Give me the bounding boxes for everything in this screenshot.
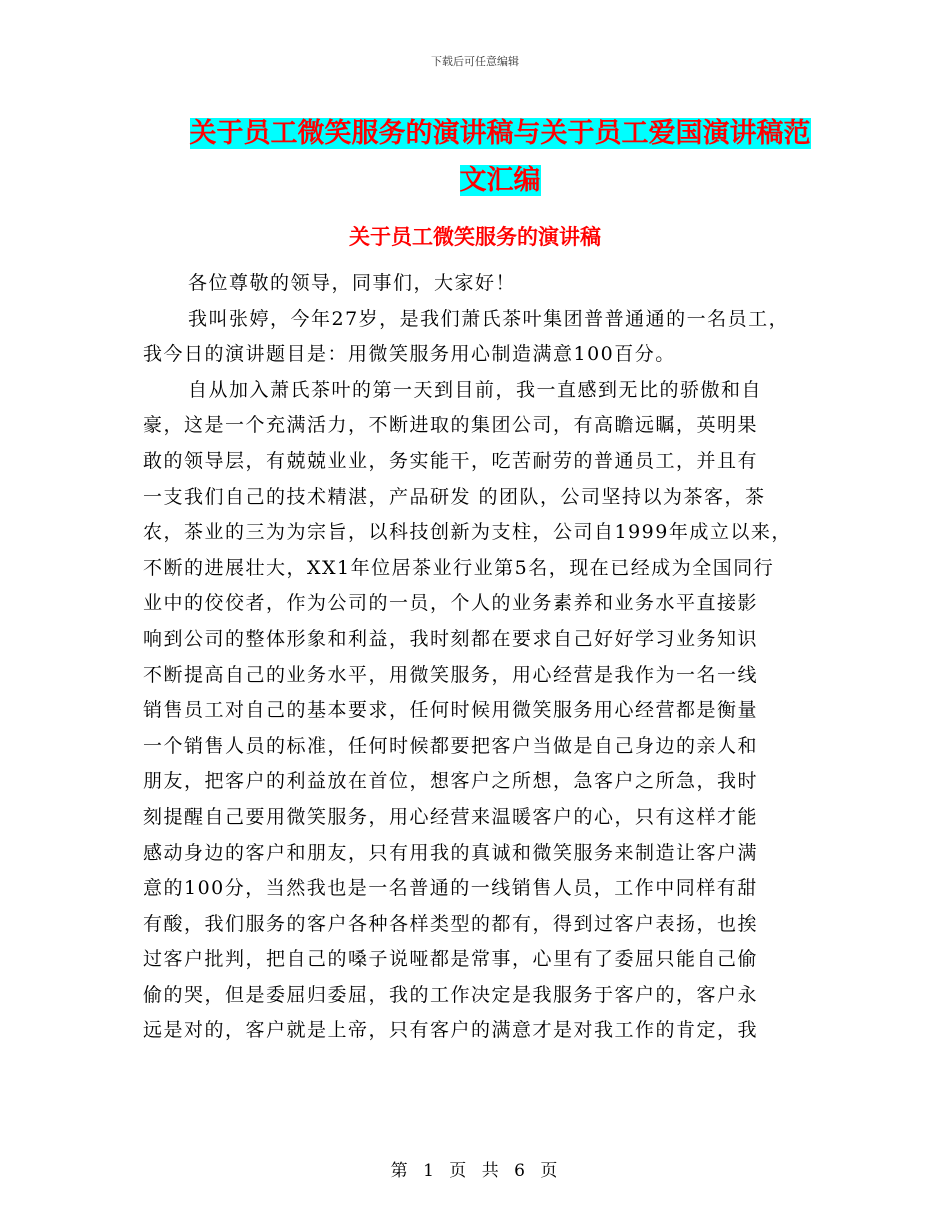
footer-page-word: 页 [449,1161,469,1181]
title-line-2: 文汇编 [459,165,541,196]
footer-suffix: 页 [540,1161,560,1181]
body-text [143,266,808,1049]
text-line: 远是对的，客户就是上帝，只有客户的满意才是对我工作的肯定，我 [143,1019,759,1042]
document-title [150,110,850,204]
text-line: 敢的领导层，有兢兢业业，务实能干，吃苦耐劳的普通员工，并且有 [143,449,759,472]
text-line: 过客户批判，把自己的嗓子说哑都是常事，心里有了委屈只能自己偷 [143,948,759,971]
footer-current-page: 1 [423,1161,436,1181]
footer-prefix: 第 [390,1161,410,1181]
text-line: 我叫张婷，今年27岁，是我们萧氏茶叶集团普普通通的一名员工， [188,307,790,330]
header-note: 下载后可任意编辑 [431,55,519,68]
text-line: 一支我们自己的技术精湛，产品研发 的团队，公司坚持以为茶客，茶 [143,485,766,508]
text-line: 业中的佼佼者，作为公司的一员，个人的业务素养和业务水平直接影 [143,592,759,615]
text-line: 朋友，把客户的利益放在首位，想客户之所想，急客户之所急，我时 [143,770,759,793]
text-line: 销售员工对自己的基本要求，任何时候用微笑服务用心经营都是衡量 [143,699,759,722]
text-line: 响到公司的整体形象和利益，我时刻都在要求自己好好学习业务知识 [143,627,759,650]
text-line: 不断的进展壮大，XX1年位居茶业行业第5名，现在已经成为全国同行 [143,556,775,579]
text-line: 感动身边的客户和朋友，只有用我的真诚和微笑服务来制造让客户满 [143,841,759,864]
section-title: 关于员工微笑服务的演讲稿 [349,224,601,249]
page-footer [0,1156,950,1181]
text-line: 刻提醒自己要用微笑服务，用心经营来温暖客户的心，只有这样才能 [143,805,759,828]
text-line: 农，茶业的三为为宗旨，以科技创新为支柱，公司自1999年成立以来， [143,521,792,544]
text-line: 豪，这是一个充满活力，不断进取的集团公司，有高瞻远瞩，英明果 [143,414,759,437]
text-line: 意的100分，当然我也是一名普通的一线销售人员，工作中同样有甜 [143,877,758,900]
text-line: 我今日的演讲题目是：用微笑服务用心制造满意100百分。 [143,343,676,366]
text-line: 偷的哭，但是委屈归委屈，我的工作决定是我服务于客户的，客户永 [143,983,759,1006]
greeting-line: 各位尊敬的领导，同事们，大家好！ [188,272,517,294]
footer-total-word: 共 [481,1161,501,1181]
title-line-1: 关于员工微笑服务的演讲稿与关于员工爱国演讲稿范 [189,118,811,149]
footer-total-pages: 6 [514,1161,527,1181]
text-line: 一个销售人员的标准，任何时候都要把客户当做是自己身边的亲人和 [143,734,759,757]
text-line: 不断提高自己的业务水平，用微笑服务，用心经营是我作为一名一线 [143,663,759,686]
text-line: 自从加入萧氏茶叶的第一天到目前，我一直感到无比的骄傲和自 [188,378,763,401]
text-line: 有酸，我们服务的客户各种各样类型的都有，得到过客户表扬，也挨 [143,912,759,935]
